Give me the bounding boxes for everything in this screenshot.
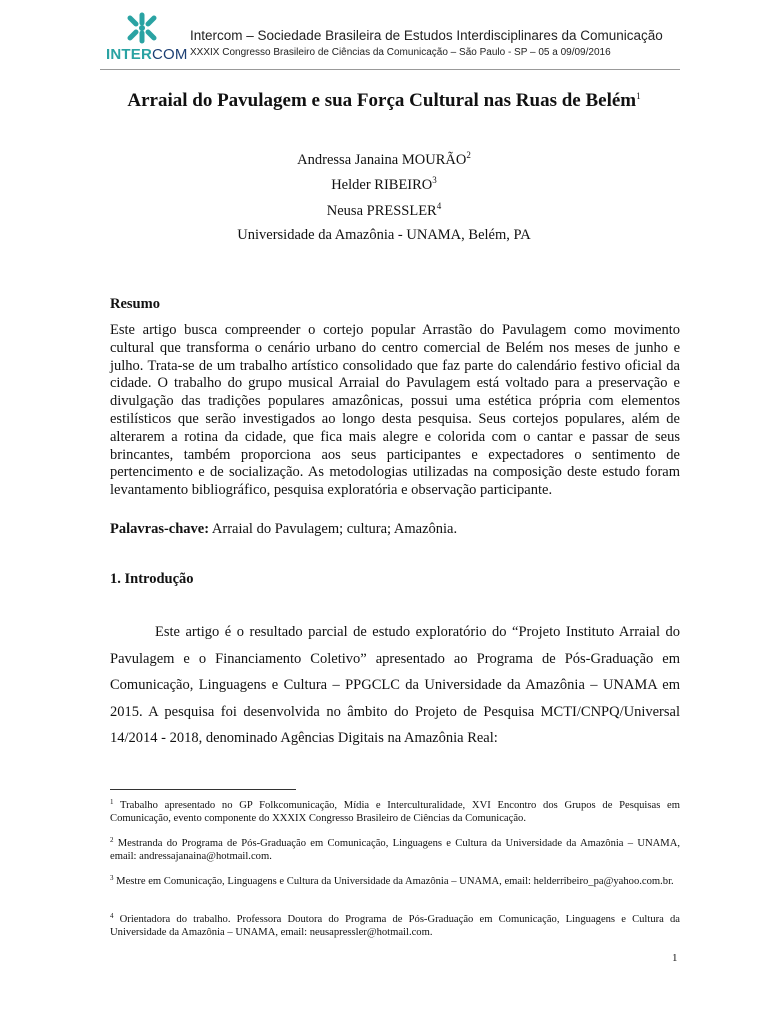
- footnote-3: $^3$ Mestre em Comunicação, Linguagens e Cultura da Universidade da Amazônia – UNAMA, email: helderribeiro_pa@yahoo.com.br.: [110, 874, 674, 887]
- page-number: 1: [672, 952, 678, 964]
- intercom-logo: [100, 12, 188, 64]
- intercom-emblem-icon: [122, 12, 162, 44]
- keywords-text: Arraial do Pavulagem; cultura; Amazônia.: [209, 521, 458, 537]
- footnote-4: $^4$ Orientadora do trabalho. Professora Doutora do Programa de Pós-Graduação em Comunicação, Linguagens e Cultura da Universidade da Amazônia – UNAMA, email: neusapressler@hotmail.com.: [110, 912, 680, 938]
- footnote-1: $^1$ Trabalho apresentado no GP Folkcomunicação, Mídia e Interculturalidade, XVI Encontro dos Grupos de Pesquisas em Comunicação, evento componente do XXXIX Congresso Brasileiro de Ciências da Comunicação.: [110, 798, 680, 824]
- affiliation: Universidade da Amazônia - UNAMA, Belém, PA: [237, 227, 531, 243]
- paper-title: Arraial do Pavulagem e sua Força Cultural nas Ruas de Belém$^1$: [127, 90, 641, 111]
- keywords: [110, 521, 457, 538]
- introduction-heading: 1. Introdução: [110, 571, 194, 587]
- title-footnote-mark: 1: [636, 91, 641, 101]
- author-1: Andressa Janaina MOURÃO$^2$: [297, 150, 471, 168]
- running-header: [100, 12, 680, 70]
- header-congress: XXXIX Congresso Brasileiro de Ciências da Comunicação – São Paulo - SP – 05 a 09/09/2016: [190, 47, 611, 58]
- header-rule: [100, 69, 680, 70]
- author-2: Helder RIBEIRO$^3$: [331, 175, 437, 193]
- footnote-rule: [110, 789, 296, 790]
- footnote-2: $^2$ Mestranda do Programa de Pós-Graduação em Comunicação, Linguagens e Cultura da Universidade da Amazônia – UNAMA, email: andressajanaina@hotmail.com.: [110, 836, 680, 862]
- abstract-heading: Resumo: [110, 296, 160, 312]
- abstract-text: Este artigo busca compreender o cortejo popular Arrastão do Pavulagem como movimento cultural que transforma o cenário urbano do centro comercial de Belém nos meses de junho e julho. Trata-se de um trabalho artístico consolidado que faz parte do calendário festivo oficial da cidade. O trabalho do grupo musical Arraial do Pavulagem está voltado para a preservação e divulgação das tradições populares amazônicas, possui uma estética própria com elementos estilísticos que serão investigados ao longo desta pesquisa. Seus cortejos populares, além de alterarem a rotina da cidade, que fica mais alegre e colorida com o cantar e passar de seus brincantes, também proporciona aos seus participantes e expectadores o sentimento de pertencimento e de socialização. As metodologias utilizadas na composição deste estudo foram levantamento bibliográfico, pesquisa exploratória e observação participante.: [110, 322, 680, 499]
- logo-wordmark: INTERCOM: [106, 46, 188, 63]
- author-3: Neusa PRESSLER$^4$: [326, 201, 442, 219]
- header-organization: Intercom – Sociedade Brasileira de Estudos Interdisciplinares da Comunicação: [190, 28, 663, 43]
- introduction-text: Este artigo é o resultado parcial de estudo exploratório do “Projeto Instituto Arraial do Pavulagem e o Financiamento Coletivo” apresentado ao Programa de Pós-Graduação em Comunicação, Linguagens e Cultura – PPGCLC da Universidade da Amazônia – UNAMA em 2015. A pesquisa foi desenvolvida no âmbito do Projeto de Pesquisa MCTI/CNPQ/Universal 14/2014 - 2018, denominado Agências Digitais na Amazônia Real:: [110, 624, 680, 747]
- keywords-label: Palavras-chave:: [110, 521, 210, 537]
